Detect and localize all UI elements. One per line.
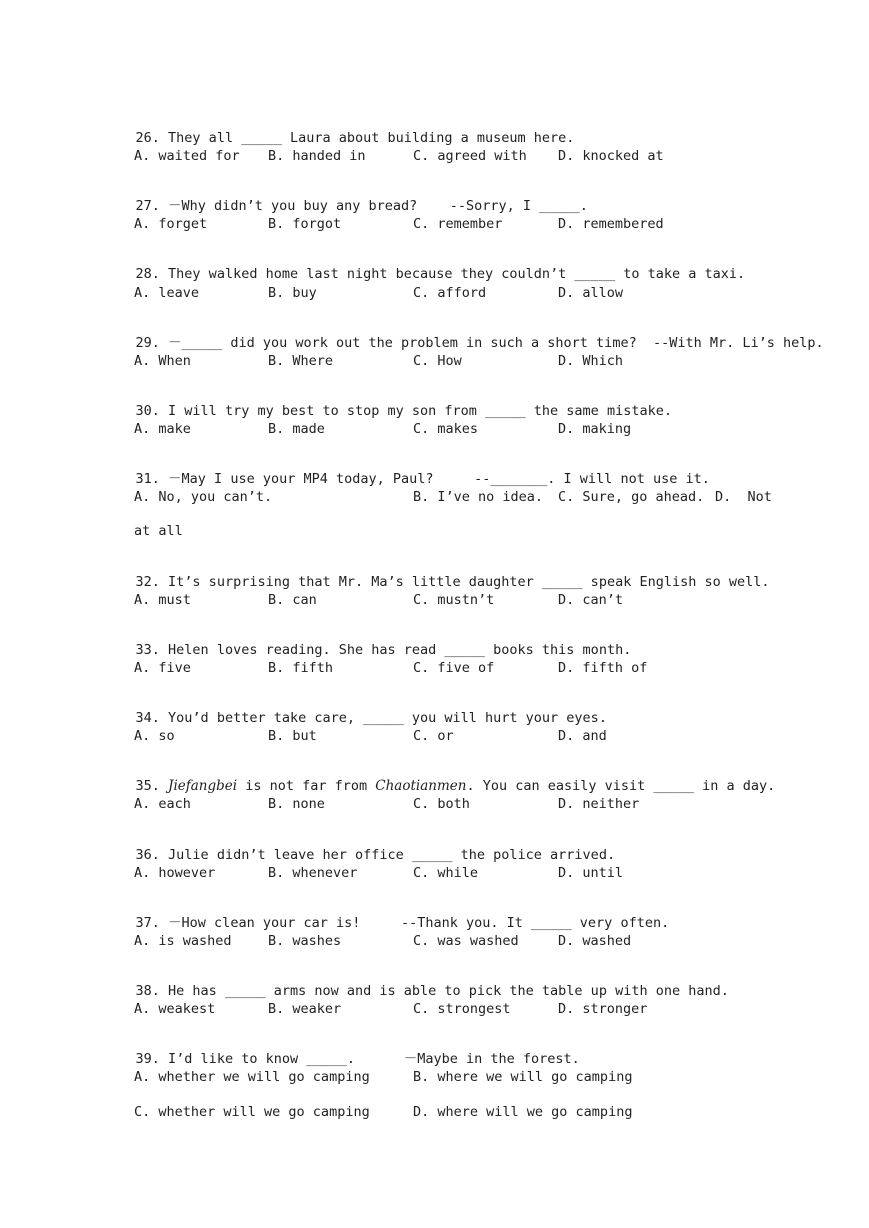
- option-a[interactable]: A. whether we will go camping: [134, 1069, 370, 1085]
- question-stem: －Why didn’t you buy any bread? --Sorry, I _____.: [168, 198, 588, 214]
- question-stem: He has _____ arms now and is able to pick the table up with one hand.: [168, 983, 729, 999]
- option-c[interactable]: C. or: [413, 728, 454, 744]
- question-stem-part: . You can easily visit _____ in a day.: [466, 778, 776, 794]
- question-number: 26.: [135, 130, 160, 146]
- option-d[interactable]: D. until: [558, 865, 624, 881]
- option-d-continuation: at all: [134, 523, 183, 539]
- place-name-chaotianmen: Chaotianmen: [375, 778, 467, 794]
- question-number: 34.: [135, 710, 160, 726]
- option-b[interactable]: B. fifth: [268, 660, 334, 676]
- question-number: 39.: [135, 1051, 160, 1067]
- question-stem: It’s surprising that Mr. Ma’s little daughter _____ speak English so well.: [168, 574, 770, 590]
- option-c[interactable]: C. five of: [413, 660, 495, 676]
- option-b[interactable]: B. weaker: [268, 1001, 342, 1017]
- question-number: 29.: [135, 335, 160, 351]
- question-number: 32.: [135, 574, 160, 590]
- question-stem: Helen loves reading. She has read _____ books this month.: [168, 642, 632, 658]
- question-number: 38.: [135, 983, 160, 999]
- question-stem: I’d like to know _____. －Maybe in the forest.: [168, 1051, 580, 1067]
- option-d[interactable]: D. remembered: [558, 216, 664, 232]
- option-a[interactable]: A. however: [134, 865, 216, 881]
- option-d[interactable]: D. making: [558, 421, 632, 437]
- option-a[interactable]: A. is washed: [134, 933, 232, 949]
- option-a[interactable]: A. so: [134, 728, 175, 744]
- option-b[interactable]: B. can: [268, 592, 317, 608]
- option-b[interactable]: B. whenever: [268, 865, 358, 881]
- question-stem-part: is not far from: [237, 778, 376, 794]
- question-number: 30.: [135, 403, 160, 419]
- option-d[interactable]: D. neither: [558, 796, 640, 812]
- option-d[interactable]: D. can’t: [558, 592, 624, 608]
- option-d[interactable]: D. Which: [558, 353, 624, 369]
- question-number: 31.: [135, 471, 160, 487]
- question-34: [103, 694, 607, 742]
- question-number: 33.: [135, 642, 160, 658]
- option-c[interactable]: C. mustn’t: [413, 592, 495, 608]
- option-c[interactable]: C. while: [413, 865, 479, 881]
- option-a[interactable]: A. make: [134, 421, 191, 437]
- option-a[interactable]: A. leave: [134, 285, 200, 301]
- question-stem: Julie didn’t leave her office _____ the police arrived.: [168, 847, 616, 863]
- option-b[interactable]: B. none: [268, 796, 325, 812]
- option-d[interactable]: D. where will we go camping: [413, 1104, 633, 1120]
- option-c[interactable]: C. afford: [413, 285, 487, 301]
- option-b[interactable]: B. forgot: [268, 216, 342, 232]
- option-c[interactable]: C. whether will we go camping: [134, 1104, 370, 1120]
- option-a[interactable]: A. five: [134, 660, 191, 676]
- option-a[interactable]: A. waited for: [134, 148, 240, 164]
- question-number: 36.: [135, 847, 160, 863]
- option-b[interactable]: B. I’ve no idea.: [413, 489, 544, 505]
- option-c[interactable]: C. strongest: [413, 1001, 511, 1017]
- question-stem: －_____ did you work out the problem in such a short time? --With Mr. Li’s help.: [168, 335, 824, 351]
- option-b[interactable]: B. where we will go camping: [413, 1069, 633, 1085]
- option-c[interactable]: C. How: [413, 353, 462, 369]
- option-d[interactable]: D. fifth of: [558, 660, 648, 676]
- option-b[interactable]: B. Where: [268, 353, 334, 369]
- option-d[interactable]: D. stronger: [558, 1001, 648, 1017]
- option-d[interactable]: D. and: [558, 728, 607, 744]
- question-29: [103, 319, 824, 367]
- question-stem: －May I use your MP4 today, Paul? --_______. I will not use it.: [168, 471, 710, 487]
- question-stem: They walked home last night because they couldn’t _____ to take a taxi.: [168, 266, 746, 282]
- option-a[interactable]: A. When: [134, 353, 191, 369]
- option-d[interactable]: D. washed: [558, 933, 632, 949]
- option-b[interactable]: B. made: [268, 421, 325, 437]
- option-c[interactable]: C. both: [413, 796, 470, 812]
- option-c[interactable]: C. makes: [413, 421, 479, 437]
- option-b[interactable]: B. handed in: [268, 148, 366, 164]
- option-b[interactable]: B. buy: [268, 285, 317, 301]
- question-stem: You’d better take care, _____ you will hurt your eyes.: [168, 710, 607, 726]
- question-stem: I will try my best to stop my son from _____ the same mistake.: [168, 403, 672, 419]
- option-a[interactable]: A. each: [134, 796, 191, 812]
- option-d[interactable]: D. Not: [715, 489, 772, 505]
- option-a[interactable]: A. weakest: [134, 1001, 216, 1017]
- option-b[interactable]: B. but: [268, 728, 317, 744]
- option-c[interactable]: C. Sure, go ahead.: [558, 489, 705, 505]
- option-a[interactable]: A. must: [134, 592, 191, 608]
- question-number: 37.: [135, 915, 160, 931]
- question-number: 35.: [135, 778, 160, 794]
- option-d[interactable]: D. allow: [558, 285, 624, 301]
- question-stem: They all _____ Laura about building a museum here.: [168, 130, 575, 146]
- place-name-jiefangbei: Jiefangbei: [168, 778, 238, 794]
- question-stem: －How clean your car is! --Thank you. It _____ very often.: [168, 915, 670, 931]
- option-a[interactable]: A. No, you can’t.: [134, 489, 273, 505]
- question-number: 28.: [135, 266, 160, 282]
- option-a[interactable]: A. forget: [134, 216, 208, 232]
- option-b[interactable]: B. washes: [268, 933, 342, 949]
- option-c[interactable]: C. remember: [413, 216, 503, 232]
- option-c[interactable]: C. agreed with: [413, 148, 527, 164]
- option-c[interactable]: C. was washed: [413, 933, 519, 949]
- option-d[interactable]: D. knocked at: [558, 148, 664, 164]
- question-number: 27.: [135, 198, 160, 214]
